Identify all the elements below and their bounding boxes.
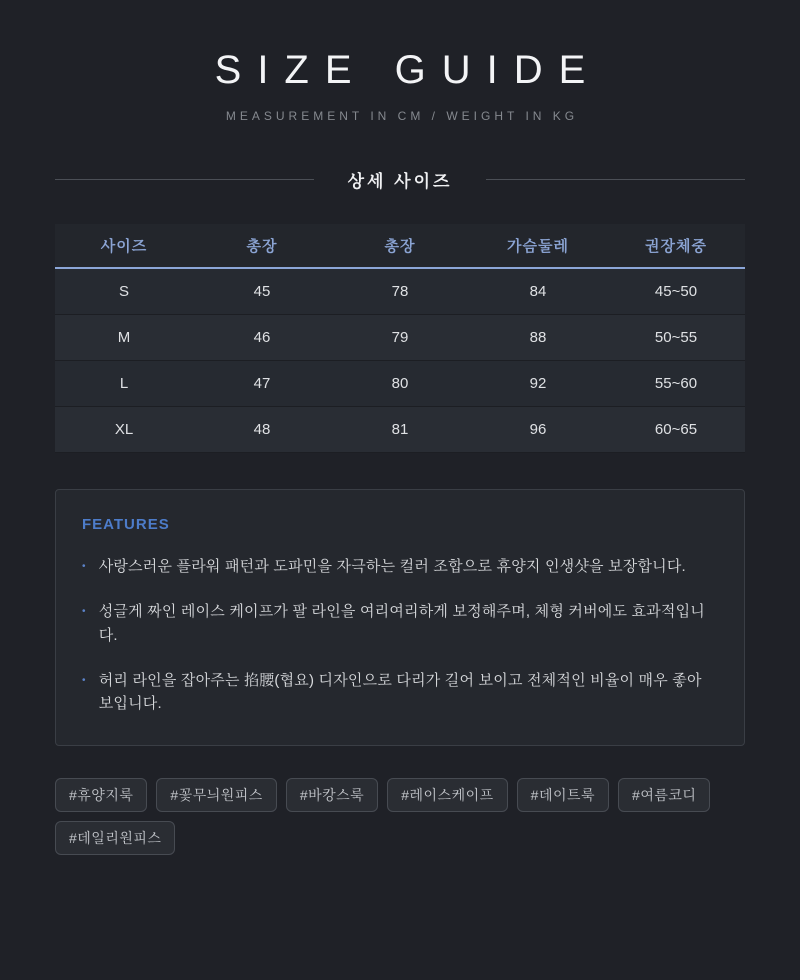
size-table-body: [55, 269, 745, 453]
cell-value: 96: [529, 421, 547, 438]
section-title: 상세 사이즈: [347, 172, 453, 191]
hashtag-chip[interactable]: #여름코디: [618, 778, 710, 812]
page-title: SIZE GUIDE: [214, 48, 602, 92]
feature-item: [82, 669, 718, 716]
cell-value: 81: [391, 421, 409, 438]
feature-text: 사랑스러운 플라워 패턴과 도파민을 자극하는 컬러 조합으로 휴양지 인생샷을 보장합니다.: [98, 558, 686, 575]
hashtag-chip[interactable]: #데일리원피스: [55, 821, 175, 855]
cell-size: M: [117, 329, 131, 346]
cell-value: 80: [391, 375, 409, 392]
bullet-icon: •: [82, 561, 86, 572]
hashtag-list: [55, 778, 775, 855]
feature-item: [82, 555, 718, 578]
feature-item: [82, 600, 718, 647]
section-header: [55, 167, 745, 192]
cell-value: 88: [529, 329, 547, 346]
cell-size: XL: [114, 421, 134, 438]
cell-size: L: [119, 375, 129, 392]
hashtag-chip[interactable]: #레이스케이프: [387, 778, 507, 812]
cell-value: 60~65: [654, 421, 698, 438]
page-subtitle: MEASUREMENT IN CM / WEIGHT IN KG: [225, 109, 579, 123]
column-header-length1: 총장: [246, 238, 278, 255]
column-header-length2: 총장: [384, 238, 416, 255]
features-box: [55, 489, 745, 746]
cell-value: 47: [253, 375, 271, 392]
bullet-icon: •: [82, 606, 86, 618]
cell-value: 48: [253, 421, 271, 438]
cell-value: 84: [529, 283, 547, 300]
table-row-s: [55, 269, 745, 315]
hashtag-chip[interactable]: #꽃무늬원피스: [156, 778, 276, 812]
hashtag-chip[interactable]: #데이트룩: [517, 778, 609, 812]
divider-line-right: [486, 179, 745, 180]
table-row-m: [55, 315, 745, 361]
cell-value: 78: [391, 283, 409, 300]
cell-value: 46: [253, 329, 271, 346]
bullet-icon: •: [82, 674, 86, 686]
column-header-chest: 가슴둘레: [507, 238, 569, 255]
size-table: [55, 224, 745, 453]
table-row-l: [55, 361, 745, 407]
cell-size: S: [118, 283, 129, 300]
cell-value: 92: [529, 375, 547, 392]
cell-value: 55~60: [654, 375, 698, 392]
size-table-header-row: [55, 224, 745, 269]
column-header-weight: 권장체중: [645, 238, 707, 255]
table-row-xl: [55, 407, 745, 453]
page-container: [55, 0, 745, 855]
feature-text: 성글게 짜인 레이스 케이프가 팔 라인을 여리여리하게 보정해주며, 체형 커버에도 효과적입니다.: [98, 603, 705, 644]
cell-value: 50~55: [654, 329, 698, 346]
divider-line-left: [55, 179, 314, 180]
page-header: [55, 0, 745, 123]
cell-value: 45~50: [654, 283, 698, 300]
hashtag-chip[interactable]: #바캉스룩: [286, 778, 378, 812]
cell-value: 45: [253, 283, 271, 300]
features-heading: FEATURES: [82, 516, 170, 533]
hashtag-chip[interactable]: #휴양지룩: [55, 778, 147, 812]
feature-text: 허리 라인을 잡아주는 掐腰(협요) 디자인으로 다리가 길어 보이고 전체적인 비율이 매우 좋아 보입니다.: [98, 671, 702, 712]
column-header-size: 사이즈: [100, 238, 148, 255]
cell-value: 79: [391, 329, 409, 346]
